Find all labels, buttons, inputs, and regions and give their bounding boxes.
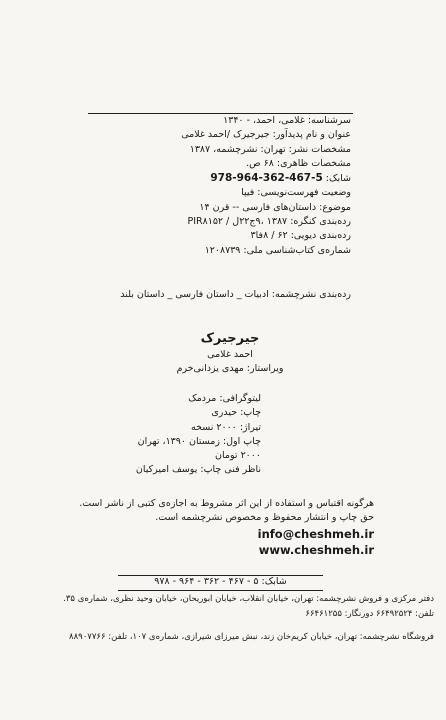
catalog-isbn-label: شابک: [325, 173, 351, 185]
price: ۲۰۰۰ تومان [215, 450, 261, 462]
catalog-isbn-line [51, 171, 351, 186]
classification-text: رده‌بندی نشرچشمه: ادبیات _ داستان فارسی _ داستان بلند [120, 289, 351, 300]
lithography: لیتوگرافی: مردمک [188, 393, 261, 404]
catalog-subject: موضوع: داستان‌های فارسی -- قرن ۱۴ [199, 201, 351, 213]
rights-info [54, 497, 374, 558]
addresses [12, 592, 434, 645]
rights-adaptation: هرگونه اقتباس و استفاده از این اثر مشروط به اجازه‌ی کتبی از ناشر است. [79, 498, 374, 509]
website: www.cheshmeh.ir [258, 542, 374, 557]
book-info [130, 330, 330, 377]
isbn-rule-bottom [118, 590, 323, 591]
catalog-dewey: رده‌بندی دیویی: ۶۲ / ۸فا۳ [250, 230, 351, 242]
print-run: تیراژ: ۲۰۰۰ نسخه [191, 421, 261, 433]
printer: چاپ: حیدری [211, 407, 261, 419]
isbn-box-text: شابک: ۵ - ۴۶۷ - ۳۶۲ - ۹۶۴ - ۹۷۸ [154, 576, 287, 587]
address-office: دفتر مرکزی و فروش نشرچشمه: تهران، خیابان انقلاب، خیابان ابوریحان، خیابان وحید نظری، شماره‌ی ۳۵. [63, 594, 434, 604]
first-edition: چاپ اول: زمستان ۱۳۹۰، تهران [137, 435, 261, 447]
catalog-national-number: شماره‌ی کتاب‌شناسی ملی: ۱۲۰۸۷۳۹ [204, 244, 351, 256]
book-author: احمد غلامی [207, 349, 253, 360]
catalog-physical: مشخصات ظاهری: ۶۸ ص. [246, 157, 351, 169]
isbn-box [118, 575, 323, 589]
address-store: فروشگاه نشرچشمه: تهران، خیابان کریم‌خان زند، نبش میرزای شیرازی، شماره‌ی ۱۰۷، تلفن: ۸۸۹۰۷۷۶۶ [69, 632, 434, 642]
print-supervisor: ناظر فنی چاپ: یوسف امیرکیان [135, 464, 261, 476]
catalog-record [51, 114, 351, 258]
rights-copyright: حق چاپ و انتشار محفوظ و مخصوص نشرچشمه است. [155, 512, 374, 524]
catalog-isbn-value: 978-964-362-467-5 [210, 172, 323, 185]
catalog-author: سرشناسه: غلامی، احمد، - ۱۳۴۰ [223, 115, 351, 126]
address-phone: تلفن: ۶۶۴۹۲۵۲۴ دورنگار: ۶۶۴۶۱۲۵۵ [305, 609, 434, 619]
catalog-status: وضعیت فهرست‌نویسی: فیپا [241, 187, 351, 199]
catalog-title: عنوان و نام پدیدآور: جیرجیرک /احمد غلامی [181, 129, 351, 141]
book-title: جیرجیرک [200, 331, 260, 346]
production-info [61, 392, 261, 478]
catalog-publication: مشخصات نشر: تهران: نشرچشمه، ۱۳۸۷ [189, 143, 351, 155]
catalog-lc: رده‌بندی کنگره: ۱۳۸۷ ،۹ج۲۲ل / PIR۸۱۵۲ [187, 216, 351, 228]
book-editor: ویراستار: مهدی یزدانی‌خرم [176, 363, 284, 375]
classification [51, 288, 351, 302]
email: info@cheshmeh.ir [257, 526, 374, 541]
